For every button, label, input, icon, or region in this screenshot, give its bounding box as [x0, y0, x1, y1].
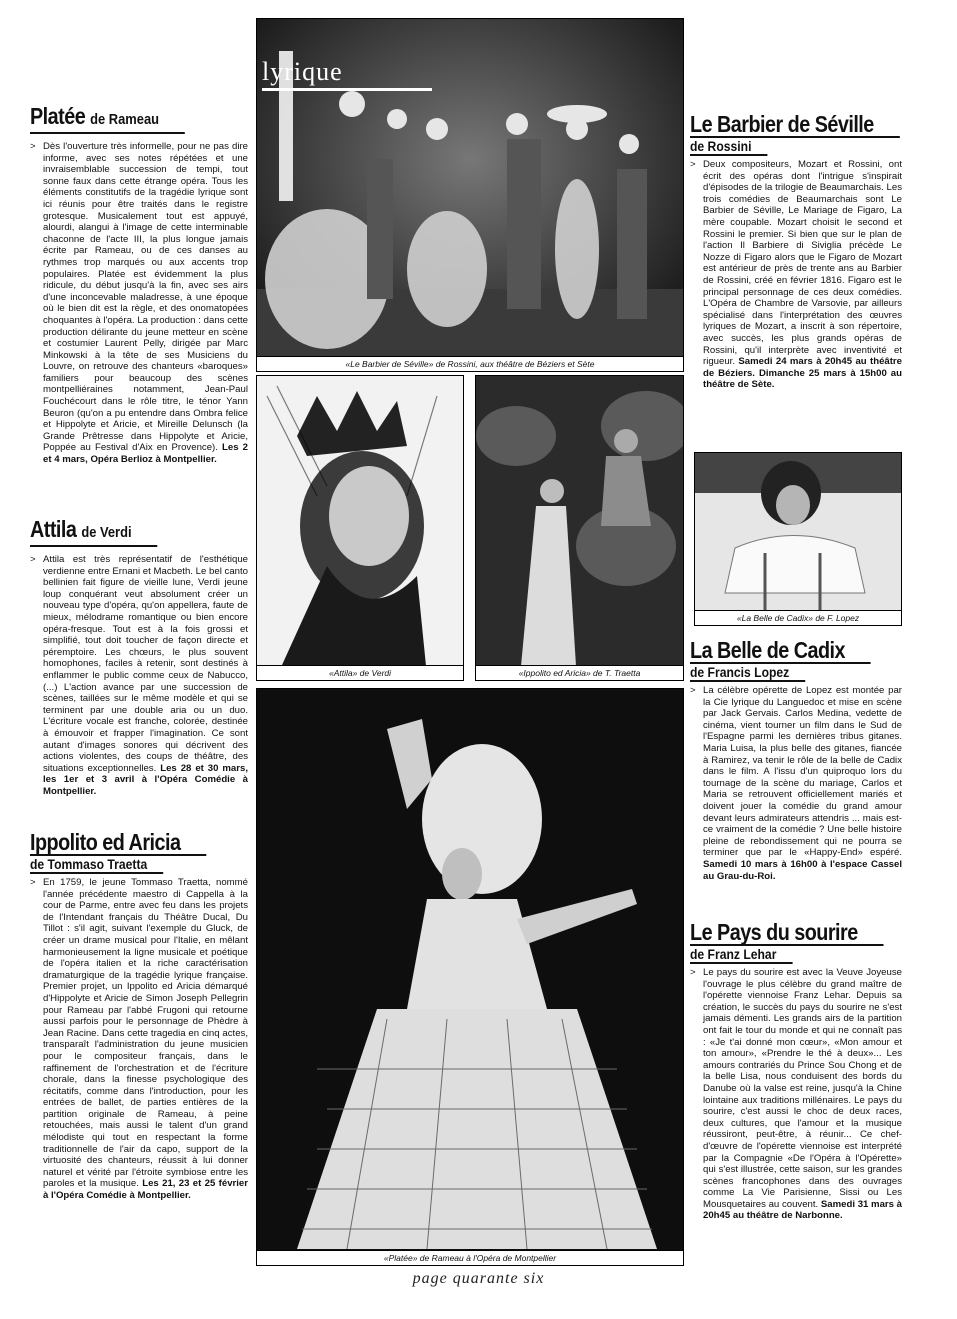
photo-platee [256, 688, 684, 1266]
photo-belle [694, 452, 902, 626]
photo-caption: «Le Barbier de Séville» de Rossini, aux théâtre de Béziers et Sète [257, 356, 683, 371]
photo-caption: «Platée» de Rameau à l'Opéra de Montpellier [257, 1250, 683, 1265]
article-title: Platée de Rameau [30, 104, 185, 134]
section-banner: lyrique [262, 57, 343, 86]
article-platee [30, 104, 248, 466]
article-subtitle: de Francis Lopez [690, 665, 805, 682]
article-subtitle: de Rossini [690, 139, 768, 156]
attila-engraving-illustration [257, 376, 463, 680]
belle-de-cadix-illustration [695, 453, 901, 625]
article-title: Attila de Verdi [30, 517, 157, 547]
photo-attila [256, 375, 464, 681]
article-ippolito [30, 830, 248, 1202]
article-body: > En 1759, le jeune Tommaso Traetta, nommé l'année précédente maestro di Cappella à la cour de Parme, entre avec feu dans les projets de l'Intendant français du Théâtre Ducal, Du Tillot : s'il agit, suivant l'exemple du Gluck, de créer un drame musical pour l'Italie, en mêlant harmonieusement la ligne musicale et poétique de l'opéra italien et la riche caractérisation dramaturgique de la tragédie lyrique française. Premier projet, un Ippolito ed Aricia démarqué d'Hippolyte et Aricie de Simon Joseph Pellegrin pour Rameau par l'abbé Frugoni qui retourne aussi parfois pour le personnage de Phèdre à Jean Racine. Dans cette tragedia en cinq actes, transparaît l'administration du jeune musicien pour le compositeur français, dans le raffinement de l'orchestration et de l'écriture chorale, dans la finesse psychologique des récitatifs, comme dans l'introduction, pour les entrées de ballet, de parties entières de la partition originale de Rameau, à peine retouchées, mais aussi le talent d'un grand mélodiste qui tout en respectant la forme traditionnelle de l'air da capo, support de la virtuosité des chanteurs, réussit à lui donner naturel et vérité par l'étroite symbiose entre les paroles et la musique. Les 21, 23 et 25 février à l'Opéra Comédie à Montpellier. [30, 877, 248, 1202]
article-pays [690, 920, 902, 1222]
article-body: > Deux compositeurs, Mozart et Rossini, ont écrit des opéras dont l'intrigue s'inspirait d'épisodes de la trilogie de Beaumarchais. Les trois comédies de Beaumarchais sont Le Barbier de Séville, Le Mariage de Figaro, La mère coupable. Mozart choisit le second et Rossini le premier. Si bien que sur le plan de l'action Il Barbiere di Siviglia précède Le Nozze di Figaro alors que le Figaro de Mozart est antérieur de près de trente ans au Barbier de Rossini, créé en février 1816. Figaro est le principal personnage de ces deux comédies. L'Opéra de Chambre de Varsovie, par ailleurs spécialisé dans l'interprétation des œuvres lyriques de Mozart, a inscrit à son répertoire, avec succès, les plus grands opéras de Rossini, qu'il interprète avec inventivité et rigueur. Samedi 24 mars à 20h45 au théâtre de Béziers. Dimanche 25 mars à 15h00 au théâtre de Sète. [690, 159, 902, 391]
platee-costume-illustration [257, 689, 683, 1265]
article-body: > Le pays du sourire est avec la Veuve Joyeuse l'ouvrage le plus célèbre du grand maître de l'opérette viennoise Franz Lehar. Depuis sa création, le succès du pays du sourire ne s'est jamais démenti. Les grands airs de la partition ont fait le tour du monde et qui ne connaît pas : «Je t'ai donné mon cœur», «Mon amour et ton amour», «Prendre le thé à deux»... Les amours contrariés du Prince Sou Chong et de la belle Lisa, nous conduisent des bords du Danube où la valse est reine, jusqu'à la Chine lointaine aux traditions millénaires. Le pays du sourire, c'est aussi le choc de deux races, deux cultures, que l'amour et la musique réussiront, peut-être, à réunir... Ce chef-d'œuvre de l'opérette viennoise est interprété par la Compagnie «De l'Opéra à l'Opérette» qui s'est illustrée, cette saison, sur les grandes scènes francophones dans des ouvrages comme La Vie Parisienne, Sissi ou Les Mousquetaires au couvent. Samedi 31 mars à 20h45 au théâtre de Narbonne. [690, 967, 902, 1222]
article-barbier [690, 112, 902, 391]
article-body: > Dès l'ouverture très informelle, pour ne pas dire informe, avec ses notes répétées et une invraisemblable succession de tempi, tout sonne faux dans cette étrange opéra. Tous les éléments constitutifs de la tragédie lyrique sont ici réunis pour être traités dans le registre grotesque. Musicalement tout est appuyé, alourdi, alangui à l'image de cette interminable chaconne de l'acte III, la plus longue jamais écrite par Rameau, ou de ces danses au rythmes trop marqués ou aux accents trop populaires. Platée est évidemment la plus ridicule, du début jusqu'à la fin, avec ses airs d'une inconcevable maladresse, à une époque où le bien dit est la règle, et des onomatopées choquantes à l'opéra. La production : dans cette production délirante du jeune metteur en scène et costumier Laurent Pelly, dirigée par Marc Minkowski à la tête de ses Musiciens du Louvre, on retrouve des chanteurs «baroques» familiers pour beaucoup des scènes montpelliéraines notamment, Jean-Paul Fouchécourt dans le rôle titre, le ténor Yann Beuron (qu'on a pu entendre dans Ombra felice et Hippolyte et Aricie, et Mireille Delunsch (la Grande Prêtresse dans Hippolyte et Aricie, Poppée au Festival d'Aix en Provence). Les 2 et 4 mars, Opéra Berlioz à Montpellier. [30, 141, 248, 466]
photo-caption: «La Belle de Cadix» de F. Lopez [695, 610, 901, 625]
article-subtitle: de Franz Lehar [690, 947, 793, 964]
article-title: La Belle de Cadix [690, 638, 871, 664]
page-footer: page quarante six [412, 1270, 545, 1287]
ippolito-stage-illustration [476, 376, 683, 680]
article-title: Ippolito ed Aricia [30, 830, 206, 856]
photo-ippolito [475, 375, 684, 681]
banner-rule [262, 88, 432, 91]
article-title: Le Barbier de Séville [690, 112, 900, 138]
photo-caption: «Ippolito ed Aricia» de T. Traetta [476, 665, 683, 680]
article-body: > La célèbre opérette de Lopez est montée par la Cie lyrique du Languedoc et mise en scène par Jack Gervais. Carlos Medina, vedette de cinéma, vient tourner un film dans le Sud de l'Espagne parmi les dernières tribus gitanes. Maria Luisa, la plus belle des gitanes, fiancée à Ramirez, va tenir le rôle de la belle de Cadix dans le film. A l'issu d'un quiproquo lors du tournage de la scène du mariage, Carlos et Maria se retrouvent officiellement mariés et doivent jouer la comédie du grand amour devant leurs admirateurs attendris ... mais est-ce vraiment de la comédie ? Une belle histoire pleine de rebondissement qui ne pourra se terminer que par le «Happy-End» espéré. Samedi 10 mars à 16h00 à l'espace Cassel au Grau-du-Roi. [690, 685, 902, 882]
article-body: > Attila est très représentatif de l'esthétique verdienne entre Ernani et Macbeth. Le bel canto bellinien fait figure de vieille lune, Verdi jeune loup conquérant veut absolument créer un nouveau type d'opéra, qu'on appellera, faute de mieux, mélodrame romantique ou bien encore opéra-fresque. Tout est à la fois grossi et simplifié, tout doit toucher de façon directe et péremptoire. Les chœurs, le plus souvent homophones, faciles à retenir, sont destinés à enflammer le public comme ceux de Nabucco,(...) L'action avance par une succession de scènes, taillées sur le même modèle et qui se terminent par une double aria ou un duo. L'écriture vocale est franche, colorée, destinée à émouvoir et frapper l'imagination. Ce sont autant d'images sonores qui décrivent des actions violentes, des coups de théâtre, des situations exceptionnelles. Les 28 et 30 mars, les 1er et 3 avril à l'Opéra Comédie à Montpellier. [30, 554, 248, 797]
article-subtitle: de Tommaso Traetta [30, 857, 163, 874]
article-title: Le Pays du sourire [690, 920, 884, 946]
photo-caption: «Attila» de Verdi [257, 665, 463, 680]
article-attila [30, 517, 248, 797]
article-belle [690, 638, 902, 882]
